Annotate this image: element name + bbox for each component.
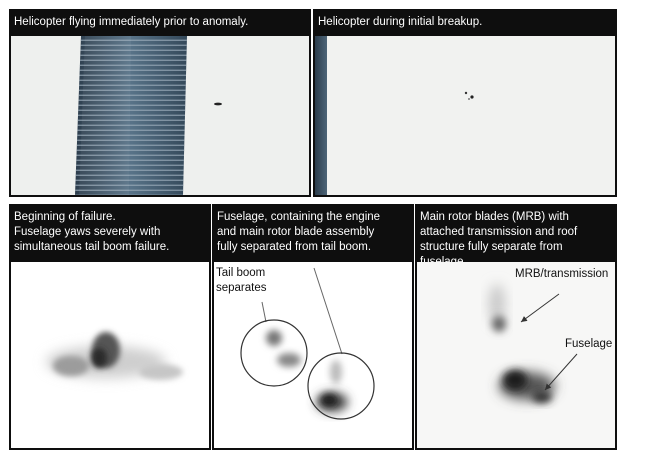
video-frame: [417, 262, 615, 448]
video-frame: [11, 262, 209, 448]
frame-image: [417, 262, 615, 448]
panel-beginning-of-failure: [9, 204, 211, 450]
video-frame: [11, 36, 309, 195]
debris-mark: [470, 95, 473, 98]
video-frame: [315, 36, 615, 195]
panel-initial-breakup: [313, 9, 617, 197]
panel-caption: Main rotor blades (MRB) with attached transmission and roof structure fully separate from: [420, 211, 578, 253]
panel-fuselage-separated: [212, 204, 414, 450]
video-frame: [214, 262, 412, 448]
tail-boom-label: Tail boom separates: [216, 267, 267, 294]
frame-image: [11, 36, 309, 195]
panel-caption: Beginning of failure. Fuselage yaws severely with simultaneous tail boom failure.: [14, 211, 170, 253]
panel-caption: Helicopter flying immediately prior to anomaly.: [14, 16, 249, 28]
debris-mark: [468, 98, 470, 100]
frame-image: [315, 36, 615, 195]
panel-prior-to-anomaly: [9, 9, 311, 197]
debris-mark: [465, 92, 467, 94]
panel-caption: Helicopter during initial breakup.: [318, 16, 483, 28]
frame-image: [11, 262, 209, 448]
fuselage-label: Fuselage: [565, 338, 613, 350]
panel-rotor-separation: [415, 204, 617, 450]
panel-caption: Fuselage, containing the engine and main rotor blade assembly fully separated from tail boom.: [217, 211, 381, 253]
building-edge: [315, 36, 327, 195]
mrb-transmission-label: MRB/transmission: [515, 268, 609, 280]
helicopter-mark: [214, 103, 222, 106]
